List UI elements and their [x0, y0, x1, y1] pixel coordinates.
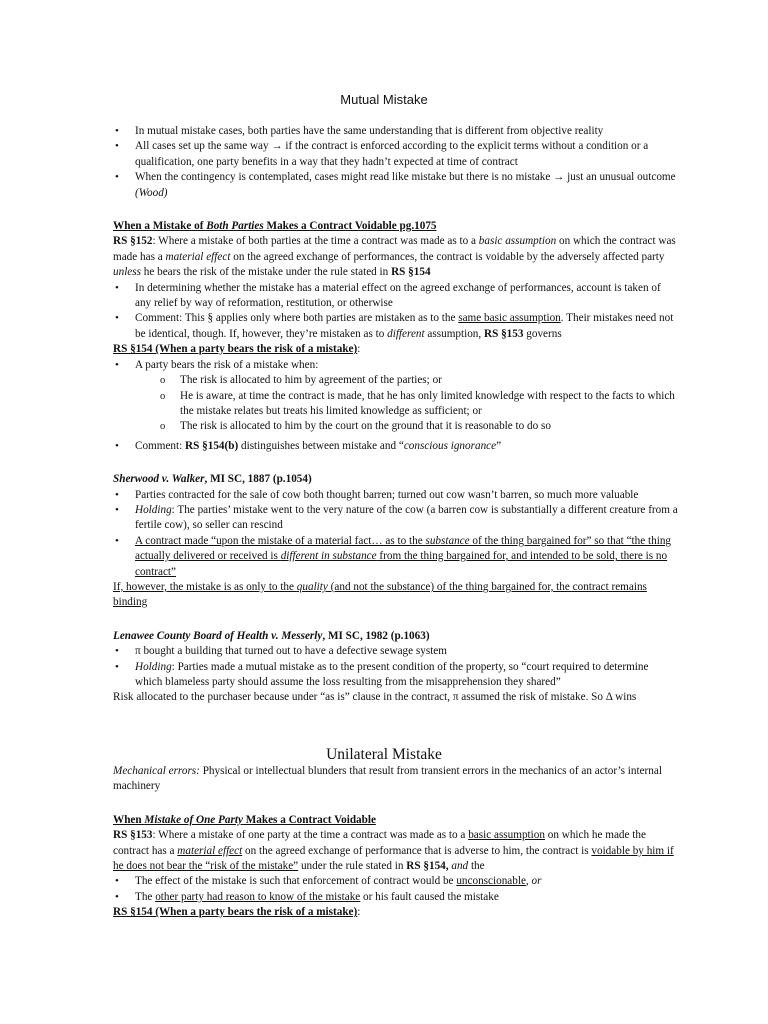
sub-list-item: o He is aware, at time the contract is made, that he has only limited knowledge with respect to the facts to which the mistake relates but treats his limited knowledge as sufficient; or: [113, 389, 678, 420]
lenawee-bullet-list: [113, 644, 678, 690]
sherwood-quality-paragraph: If, however, the mistake is as only to the quality (and not the substance) of the thing bargained for, the contract remains binding: [113, 580, 647, 609]
list-item: [113, 170, 678, 201]
list-item: • A contract made “upon the mistake of a material fact… as to the substance of the thing bargained for” so that “the thing actually delivered or received is different in substance from the thing bargained for, and intended to be sold, there is no contract”: [113, 534, 678, 580]
case-heading-lenawee: Lenawee County Board of Health v. Messerly, MI SC, 1982 (p.1063): [113, 629, 430, 642]
sherwood-bullet-list: [113, 488, 678, 580]
list-item: • The other party had reason to know of the mistake or his fault caused the mistake: [113, 890, 678, 905]
list-item: • All cases set up the same way → if the contract is enforced according to the explicit terms without a condition or a qualification, one party benefits in a way that they hadn’t expected at time of contract: [113, 139, 678, 170]
heading-mutual-mistake: Mutual Mistake: [340, 92, 428, 107]
rs152-bullet-list: [113, 281, 678, 343]
mutual-mistake-section: [113, 124, 678, 706]
list-item: • In determining whether the mistake has a material effect on the agreed exchange of performances, account is taken of any relief by way of reformation, restitution, or otherwise: [113, 281, 678, 312]
rs154-heading-repeat: RS §154 (When a party bears the risk of a mistake):: [113, 906, 361, 919]
list-item: • Holding: The parties’ mistake went to the very nature of the cow (a barren cow is substantially a different creature from a fertile cow), so seller can rescind: [113, 503, 678, 534]
list-item: • Comment: This § applies only where both parties are mistaken as to the same basic assumption. Their mistakes need not be identical, though. If, however, they’re mistaken as to different assumption, RS §153 governs: [113, 311, 678, 342]
sub-list-item: o The risk is allocated to him by the court on the ground that it is reasonable to do so: [113, 419, 678, 434]
case-ref-wood: (Wood): [135, 186, 168, 199]
list-item: • π bought a building that turned out to have a defective sewage system: [113, 644, 678, 659]
rs153-bullet-list: [113, 874, 678, 905]
rs152-paragraph: RS §152: Where a mistake of both parties at the time a contract was made as to a basic assumption on which the contract was made has a material effect on the agreed exchange of performances, the contract is voidable by the adversely affected party unless he bears the risk of the mistake under the rule stated in RS §154: [113, 235, 676, 279]
heading-unilateral-mistake: Unilateral Mistake: [326, 746, 442, 763]
list-item: • Parties contracted for the sale of cow both thought barren; turned out cow wasn’t barren, so much more valuable: [113, 488, 678, 503]
rs154-sub-list: [113, 373, 678, 435]
list-item: • A party bears the risk of a mistake when: o The risk is allocated to him by agreement of the parties; or o He is aware, at time the contract is made, that he has only limited knowledge with respect to the facts to which the mistake relates but treats his limited knowledge as sufficient; or o The risk is allocated to him by the court on the ground that it is reasonable to do so: [113, 358, 678, 435]
list-item: • Holding: Parties made a mutual mistake as to the present condition of the property, so “court required to determine which blameless party should assume the loss resulting from the misapprehension they shared”: [113, 660, 678, 691]
list-item: • The effect of the mistake is such that enforcement of contract would be unconscionable, or: [113, 874, 678, 889]
rs154-bullet-list: [113, 358, 678, 454]
section-heading-both-parties: When a Mistake of Both Parties Makes a Contract Voidable pg.1075: [113, 220, 437, 233]
rs154-heading: RS §154 (When a party bears the risk of a mistake):: [113, 343, 361, 356]
list-item-text: When the contingency is contemplated, cases might read like mistake but there is no mistake → just an unusual outcome: [135, 171, 676, 184]
case-heading-sherwood: Sherwood v. Walker, MI SC, 1887 (p.1054): [113, 473, 312, 486]
intro-bullet-list: [113, 124, 678, 201]
unilateral-mistake-section: [113, 764, 678, 921]
list-item: • In mutual mistake cases, both parties have the same understanding that is different from objective reality: [113, 124, 678, 139]
list-item: • Comment: RS §154(b) distinguishes between mistake and “conscious ignorance”: [113, 439, 678, 454]
rs153-paragraph: RS §153: Where a mistake of one party at the time a contract was made as to a basic assumption on which he made the contract has a material effect on the agreed exchange of performance that is adverse to him, the contract is voidable by him if he does not bear the “risk of the mistake” under the rule stated in RS §154, and the: [113, 829, 674, 873]
section-heading-one-party: When Mistake of One Party Makes a Contract Voidable: [113, 813, 376, 826]
lenawee-risk-paragraph: Risk allocated to the purchaser because under “as is” clause in the contract, π assumed the risk of mistake. So Δ wins: [113, 691, 637, 704]
mechanical-errors-paragraph: Mechanical errors: Physical or intellectual blunders that result from transient errors in the mechanics of an actor’s internal machinery: [113, 765, 662, 793]
sub-list-item: o The risk is allocated to him by agreement of the parties; or: [113, 373, 678, 388]
